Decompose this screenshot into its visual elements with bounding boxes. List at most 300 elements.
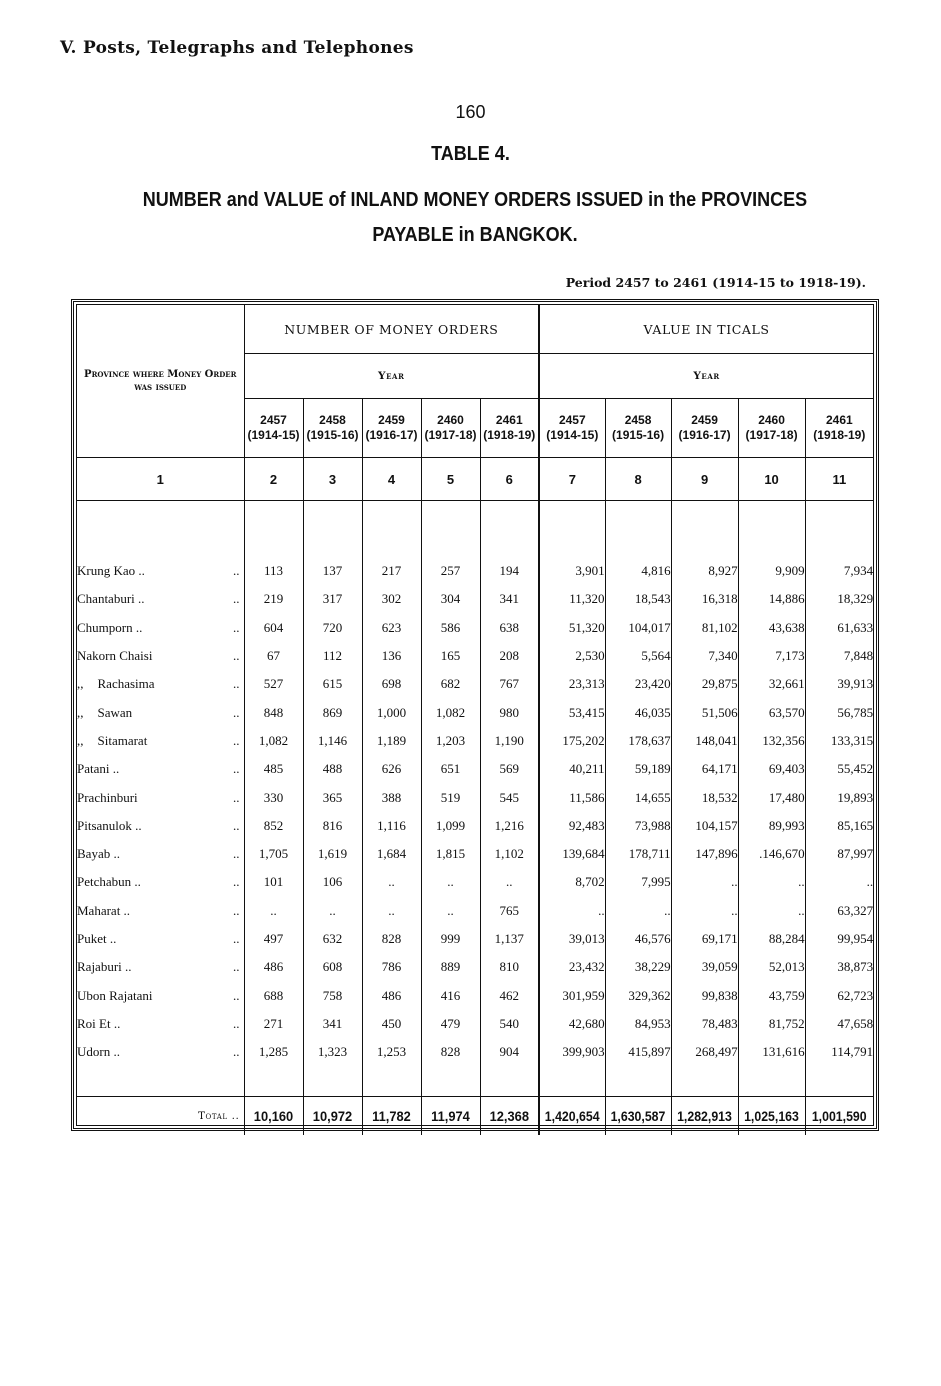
value-cell: 43,638 — [738, 614, 805, 642]
year-be: 2461 — [495, 413, 523, 427]
province-cell — [77, 670, 244, 698]
total-value-cell: 1,282,913 — [675, 1097, 734, 1136]
table-row — [77, 698, 873, 726]
province-name: Roi Et .. — [77, 1015, 121, 1031]
number-year-col-2459 — [362, 399, 421, 458]
value-cell: 18,543 — [605, 585, 671, 613]
value-cell: .. — [671, 897, 738, 925]
number-cell: 1,323 — [303, 1038, 362, 1066]
province-cell — [77, 755, 244, 783]
value-cell: 46,576 — [605, 925, 671, 953]
number-cell: 623 — [362, 614, 421, 642]
table-row — [77, 1038, 873, 1066]
year-ce: (1918-19) — [813, 428, 866, 442]
ditto-mark: ,, — [77, 704, 84, 720]
province-cell — [77, 868, 244, 896]
value-cell: 99,954 — [805, 925, 873, 953]
number-cell: 828 — [362, 925, 421, 953]
value-cell: 73,988 — [605, 812, 671, 840]
leader-dots: .. — [233, 1044, 240, 1060]
number-cell: 980 — [480, 698, 539, 726]
money-orders-table — [77, 305, 873, 1135]
province-name: Bayab .. — [77, 846, 120, 862]
number-cell: 904 — [480, 1038, 539, 1066]
value-cell: 104,017 — [605, 614, 671, 642]
table-row — [77, 642, 873, 670]
total-value-cell: 1,025,163 — [742, 1097, 801, 1136]
number-cell: 1,619 — [303, 840, 362, 868]
value-cell: 14,886 — [738, 585, 805, 613]
column-number: 6 — [480, 458, 539, 501]
table-title — [133, 183, 817, 253]
table-row — [77, 1010, 873, 1038]
value-cell: .. — [671, 868, 738, 896]
number-cell: 330 — [244, 783, 303, 811]
province-name: Rachasima — [97, 676, 155, 692]
leader-dots: .. — [233, 987, 240, 1003]
number-cell: 720 — [303, 614, 362, 642]
leader-dots: .. — [233, 704, 240, 720]
total-value-cell: 1,630,587 — [609, 1097, 667, 1136]
total-number-cell: 10,160 — [246, 1097, 300, 1136]
number-cell: 527 — [244, 670, 303, 698]
number-cell: 889 — [421, 953, 480, 981]
number-cell: 786 — [362, 953, 421, 981]
year-be: 2458 — [624, 413, 652, 427]
number-cell: 486 — [362, 981, 421, 1009]
number-cell: 1,137 — [480, 925, 539, 953]
leader-dots: .. — [233, 648, 240, 664]
number-cell: 608 — [303, 953, 362, 981]
value-group-header: VALUE IN TICALS — [539, 305, 873, 354]
table-row — [77, 557, 873, 585]
value-cell: 63,327 — [805, 897, 873, 925]
value-cell: 85,165 — [805, 812, 873, 840]
value-cell: 178,637 — [605, 727, 671, 755]
value-cell: 7,934 — [805, 557, 873, 585]
column-number: 7 — [539, 458, 605, 501]
total-value-cell: 1,001,590 — [809, 1097, 869, 1136]
value-cell: 23,432 — [539, 953, 605, 981]
value-cell: 4,816 — [605, 557, 671, 585]
leader-dots: .. — [233, 619, 240, 635]
ditto-mark: ,, — [77, 732, 84, 748]
year-be: 2457 — [260, 413, 287, 427]
table-row — [77, 727, 873, 755]
column-number: 10 — [738, 458, 805, 501]
number-cell: .. — [303, 897, 362, 925]
column-number: 1 — [77, 458, 244, 501]
value-cell: .. — [605, 897, 671, 925]
province-cell — [77, 783, 244, 811]
value-cell: 81,102 — [671, 614, 738, 642]
province-name: Ubon Rajatani — [77, 987, 153, 1003]
province-cell — [77, 953, 244, 981]
province-name: Maharat .. — [77, 902, 131, 918]
table-row — [77, 925, 873, 953]
province-name: Nakorn Chaisi — [77, 648, 153, 664]
province-cell — [77, 812, 244, 840]
province-name: Chantaburi .. — [77, 591, 145, 607]
year-be: 2458 — [319, 413, 346, 427]
province-header: Province where Money Order was issued — [77, 305, 244, 458]
value-cell: 89,993 — [738, 812, 805, 840]
value-cell: 11,320 — [539, 585, 605, 613]
number-cell: 302 — [362, 585, 421, 613]
number-cell: 869 — [303, 698, 362, 726]
province-cell — [77, 1038, 244, 1066]
number-cell: 106 — [303, 868, 362, 896]
value-cell: 46,035 — [605, 698, 671, 726]
value-cell: 7,995 — [605, 868, 671, 896]
column-number: 3 — [303, 458, 362, 501]
table-row — [77, 897, 873, 925]
province-cell — [77, 614, 244, 642]
number-cell: 165 — [421, 642, 480, 670]
number-cell: 137 — [303, 557, 362, 585]
number-cell: 1,216 — [480, 812, 539, 840]
number-cell: 488 — [303, 755, 362, 783]
value-cell: 55,452 — [805, 755, 873, 783]
value-cell: 69,403 — [738, 755, 805, 783]
leader-dots: .. — [233, 902, 240, 918]
number-cell: 828 — [421, 1038, 480, 1066]
number-cell: 486 — [244, 953, 303, 981]
number-cell: 638 — [480, 614, 539, 642]
period-note: Period 2457 to 2461 (1914-15 to 1918-19). — [565, 275, 866, 290]
table-row — [77, 953, 873, 981]
number-cell: 112 — [303, 642, 362, 670]
total-label: Total .. — [77, 1097, 244, 1136]
province-cell — [77, 840, 244, 868]
column-number: 2 — [244, 458, 303, 501]
leader-dots: .. — [233, 563, 240, 579]
number-cell: 767 — [480, 670, 539, 698]
value-cell: 52,013 — [738, 953, 805, 981]
column-number: 9 — [671, 458, 738, 501]
value-cell: 147,896 — [671, 840, 738, 868]
leader-dots: .. — [233, 817, 240, 833]
value-cell: 59,189 — [605, 755, 671, 783]
value-cell: 148,041 — [671, 727, 738, 755]
number-cell: 765 — [480, 897, 539, 925]
value-cell: 40,211 — [539, 755, 605, 783]
number-cell: 485 — [244, 755, 303, 783]
value-cell: 7,848 — [805, 642, 873, 670]
leader-dots: .. — [233, 1015, 240, 1031]
province-name: Krung Kao .. — [77, 563, 145, 579]
year-be: 2461 — [825, 413, 853, 427]
number-cell: 1,146 — [303, 727, 362, 755]
value-cell: 114,791 — [805, 1038, 873, 1066]
number-cell: 217 — [362, 557, 421, 585]
total-row — [77, 1097, 873, 1136]
table-row — [77, 614, 873, 642]
leader-dots: .. — [233, 676, 240, 692]
number-year-col-2461 — [480, 399, 539, 458]
number-cell: .. — [362, 897, 421, 925]
value-year-col-2458 — [605, 399, 671, 458]
year-be: 2460 — [437, 413, 464, 427]
number-cell: 1,099 — [421, 812, 480, 840]
province-cell — [77, 585, 244, 613]
year-ce: (1916-17) — [365, 428, 418, 442]
value-cell: .146,670 — [738, 840, 805, 868]
year-ce: (1915-16) — [612, 428, 665, 442]
leader-dots: .. — [233, 761, 240, 777]
number-cell: 545 — [480, 783, 539, 811]
number-cell: 519 — [421, 783, 480, 811]
number-cell: 848 — [244, 698, 303, 726]
number-cell: 450 — [362, 1010, 421, 1038]
value-cell: 38,229 — [605, 953, 671, 981]
value-cell: 78,483 — [671, 1010, 738, 1038]
number-cell: 626 — [362, 755, 421, 783]
number-cell: 999 — [421, 925, 480, 953]
number-cell: 101 — [244, 868, 303, 896]
province-cell — [77, 981, 244, 1009]
leader-dots: .. — [233, 789, 240, 805]
value-cell: 61,633 — [805, 614, 873, 642]
number-cell: 1,116 — [362, 812, 421, 840]
year-ce: (1915-16) — [306, 428, 359, 442]
number-cell: .. — [480, 868, 539, 896]
number-cell: 388 — [362, 783, 421, 811]
number-cell: 604 — [244, 614, 303, 642]
value-cell: 7,340 — [671, 642, 738, 670]
number-cell: 479 — [421, 1010, 480, 1038]
province-name: Udorn .. — [77, 1044, 120, 1060]
number-cell: 416 — [421, 981, 480, 1009]
value-cell: 99,838 — [671, 981, 738, 1009]
year-ce: (1918-19) — [483, 428, 536, 442]
province-cell — [77, 727, 244, 755]
table-title-line1: NUMBER and VALUE of INLAND MONEY ORDERS ISSUED in the PROVINCES — [142, 189, 808, 211]
value-cell: 88,284 — [738, 925, 805, 953]
total-number-cell: 12,368 — [482, 1097, 536, 1136]
number-cell: 1,203 — [421, 727, 480, 755]
value-cell: 64,171 — [671, 755, 738, 783]
value-cell: 43,759 — [738, 981, 805, 1009]
value-cell: 63,570 — [738, 698, 805, 726]
value-cell: 39,013 — [539, 925, 605, 953]
value-cell: 39,059 — [671, 953, 738, 981]
value-year-col-2459 — [671, 399, 738, 458]
number-cell: 208 — [480, 642, 539, 670]
value-cell: 131,616 — [738, 1038, 805, 1066]
value-cell: 51,506 — [671, 698, 738, 726]
value-cell: 268,497 — [671, 1038, 738, 1066]
value-cell: 16,318 — [671, 585, 738, 613]
value-cell: 47,658 — [805, 1010, 873, 1038]
number-cell: 67 — [244, 642, 303, 670]
value-cell: 415,897 — [605, 1038, 671, 1066]
year-ce: (1914-15) — [247, 428, 300, 442]
value-cell: 42,680 — [539, 1010, 605, 1038]
table-row — [77, 981, 873, 1009]
number-cell: 615 — [303, 670, 362, 698]
table-number: TABLE 4. — [431, 143, 510, 165]
value-cell: 23,313 — [539, 670, 605, 698]
province-name: Sawan — [97, 704, 133, 720]
number-cell: 304 — [421, 585, 480, 613]
number-cell: 1,102 — [480, 840, 539, 868]
year-ce: (1914-15) — [546, 428, 599, 442]
table-title-line2: PAYABLE in BANGKOK. — [372, 224, 578, 246]
leader-dots: .. — [233, 959, 240, 975]
value-year-col-2460 — [738, 399, 805, 458]
table-row — [77, 755, 873, 783]
number-cell: 810 — [480, 953, 539, 981]
number-cell: 1,082 — [421, 698, 480, 726]
province-name: Rajaburi .. — [77, 959, 132, 975]
number-cell: 540 — [480, 1010, 539, 1038]
value-cell: 87,997 — [805, 840, 873, 868]
year-ce: (1916-17) — [678, 428, 731, 442]
number-cell: 257 — [421, 557, 480, 585]
value-cell: 18,329 — [805, 585, 873, 613]
number-cell: 698 — [362, 670, 421, 698]
number-cell: 271 — [244, 1010, 303, 1038]
number-cell: 632 — [303, 925, 362, 953]
column-number: 4 — [362, 458, 421, 501]
value-cell: 399,903 — [539, 1038, 605, 1066]
leader-dots: .. — [233, 931, 240, 946]
value-cell: 56,785 — [805, 698, 873, 726]
leader-dots: .. — [233, 732, 240, 748]
number-cell: 758 — [303, 981, 362, 1009]
total-number-cell: 11,782 — [364, 1097, 418, 1136]
number-cell: 497 — [244, 925, 303, 953]
value-cell: 17,480 — [738, 783, 805, 811]
number-cell: 1,000 — [362, 698, 421, 726]
province-name: Pitsanulok .. — [77, 817, 142, 833]
year-be: 2457 — [558, 413, 586, 427]
value-cell: 8,702 — [539, 868, 605, 896]
total-value-cell: 1,420,654 — [543, 1097, 601, 1136]
total-number-cell: 11,974 — [423, 1097, 477, 1136]
table-row — [77, 585, 873, 613]
number-cell: 586 — [421, 614, 480, 642]
year-be: 2460 — [758, 413, 785, 427]
value-cell: 5,564 — [605, 642, 671, 670]
value-cell: 2,530 — [539, 642, 605, 670]
province-cell — [77, 897, 244, 925]
year-be: 2459 — [691, 413, 718, 427]
year-be: 2459 — [378, 413, 405, 427]
number-cell: 1,815 — [421, 840, 480, 868]
value-cell: 19,893 — [805, 783, 873, 811]
value-cell: 53,415 — [539, 698, 605, 726]
page-number: 160 — [455, 102, 486, 122]
number-cell: .. — [421, 897, 480, 925]
number-cell: 1,285 — [244, 1038, 303, 1066]
value-cell: 81,752 — [738, 1010, 805, 1038]
value-cell: 18,532 — [671, 783, 738, 811]
column-number: 5 — [421, 458, 480, 501]
number-cell: 1,082 — [244, 727, 303, 755]
number-cell: .. — [421, 868, 480, 896]
number-cell: 317 — [303, 585, 362, 613]
number-group-header: NUMBER OF MONEY ORDERS — [244, 305, 539, 354]
value-cell: 62,723 — [805, 981, 873, 1009]
number-year-header: Year — [244, 354, 539, 399]
number-cell: 1,705 — [244, 840, 303, 868]
table-row — [77, 840, 873, 868]
value-cell: 32,661 — [738, 670, 805, 698]
column-number: 11 — [805, 458, 873, 501]
table-row — [77, 868, 873, 896]
table-row — [77, 812, 873, 840]
value-year-col-2457 — [539, 399, 605, 458]
province-name: Patani .. — [77, 761, 120, 777]
province-name: Chumporn .. — [77, 619, 143, 635]
year-ce: (1917-18) — [424, 428, 477, 442]
value-cell: 301,959 — [539, 981, 605, 1009]
province-name: Sitamarat — [97, 732, 148, 748]
section-title: V. Posts, Telegraphs and Telephones — [60, 38, 414, 58]
value-cell: 23,420 — [605, 670, 671, 698]
number-cell: 651 — [421, 755, 480, 783]
number-cell: 365 — [303, 783, 362, 811]
province-name: Prachinburi — [77, 789, 138, 805]
leader-dots: .. — [233, 874, 240, 890]
number-cell: .. — [244, 897, 303, 925]
number-year-col-2458 — [303, 399, 362, 458]
number-cell: 462 — [480, 981, 539, 1009]
number-cell: 816 — [303, 812, 362, 840]
number-cell: 682 — [421, 670, 480, 698]
year-ce: (1917-18) — [745, 428, 798, 442]
number-cell: 219 — [244, 585, 303, 613]
number-cell: 1,190 — [480, 727, 539, 755]
number-cell: 1,253 — [362, 1038, 421, 1066]
province-name: Petchabun .. — [77, 874, 141, 890]
number-cell: 341 — [480, 585, 539, 613]
value-cell: 9,909 — [738, 557, 805, 585]
number-year-col-2460 — [421, 399, 480, 458]
value-cell: 8,927 — [671, 557, 738, 585]
value-cell: 92,483 — [539, 812, 605, 840]
value-cell: .. — [738, 897, 805, 925]
value-cell: 7,173 — [738, 642, 805, 670]
value-year-header: Year — [539, 354, 873, 399]
province-cell — [77, 642, 244, 670]
value-cell: 11,586 — [539, 783, 605, 811]
number-cell: .. — [362, 868, 421, 896]
number-cell: 569 — [480, 755, 539, 783]
column-number: 8 — [605, 458, 671, 501]
total-number-cell: 10,972 — [305, 1097, 359, 1136]
number-cell: 852 — [244, 812, 303, 840]
value-cell: 175,202 — [539, 727, 605, 755]
number-cell: 1,189 — [362, 727, 421, 755]
province-cell — [77, 557, 244, 585]
number-cell: 688 — [244, 981, 303, 1009]
value-year-col-2461 — [805, 399, 873, 458]
value-cell: 3,901 — [539, 557, 605, 585]
value-cell: 329,362 — [605, 981, 671, 1009]
leader-dots: .. — [233, 591, 240, 607]
number-cell: 1,684 — [362, 840, 421, 868]
value-cell: 69,171 — [671, 925, 738, 953]
ditto-mark: ,, — [77, 676, 84, 692]
value-cell: 29,875 — [671, 670, 738, 698]
value-cell: 14,655 — [605, 783, 671, 811]
value-cell: 51,320 — [539, 614, 605, 642]
leader-dots: .. — [233, 846, 240, 862]
value-cell: .. — [805, 868, 873, 896]
